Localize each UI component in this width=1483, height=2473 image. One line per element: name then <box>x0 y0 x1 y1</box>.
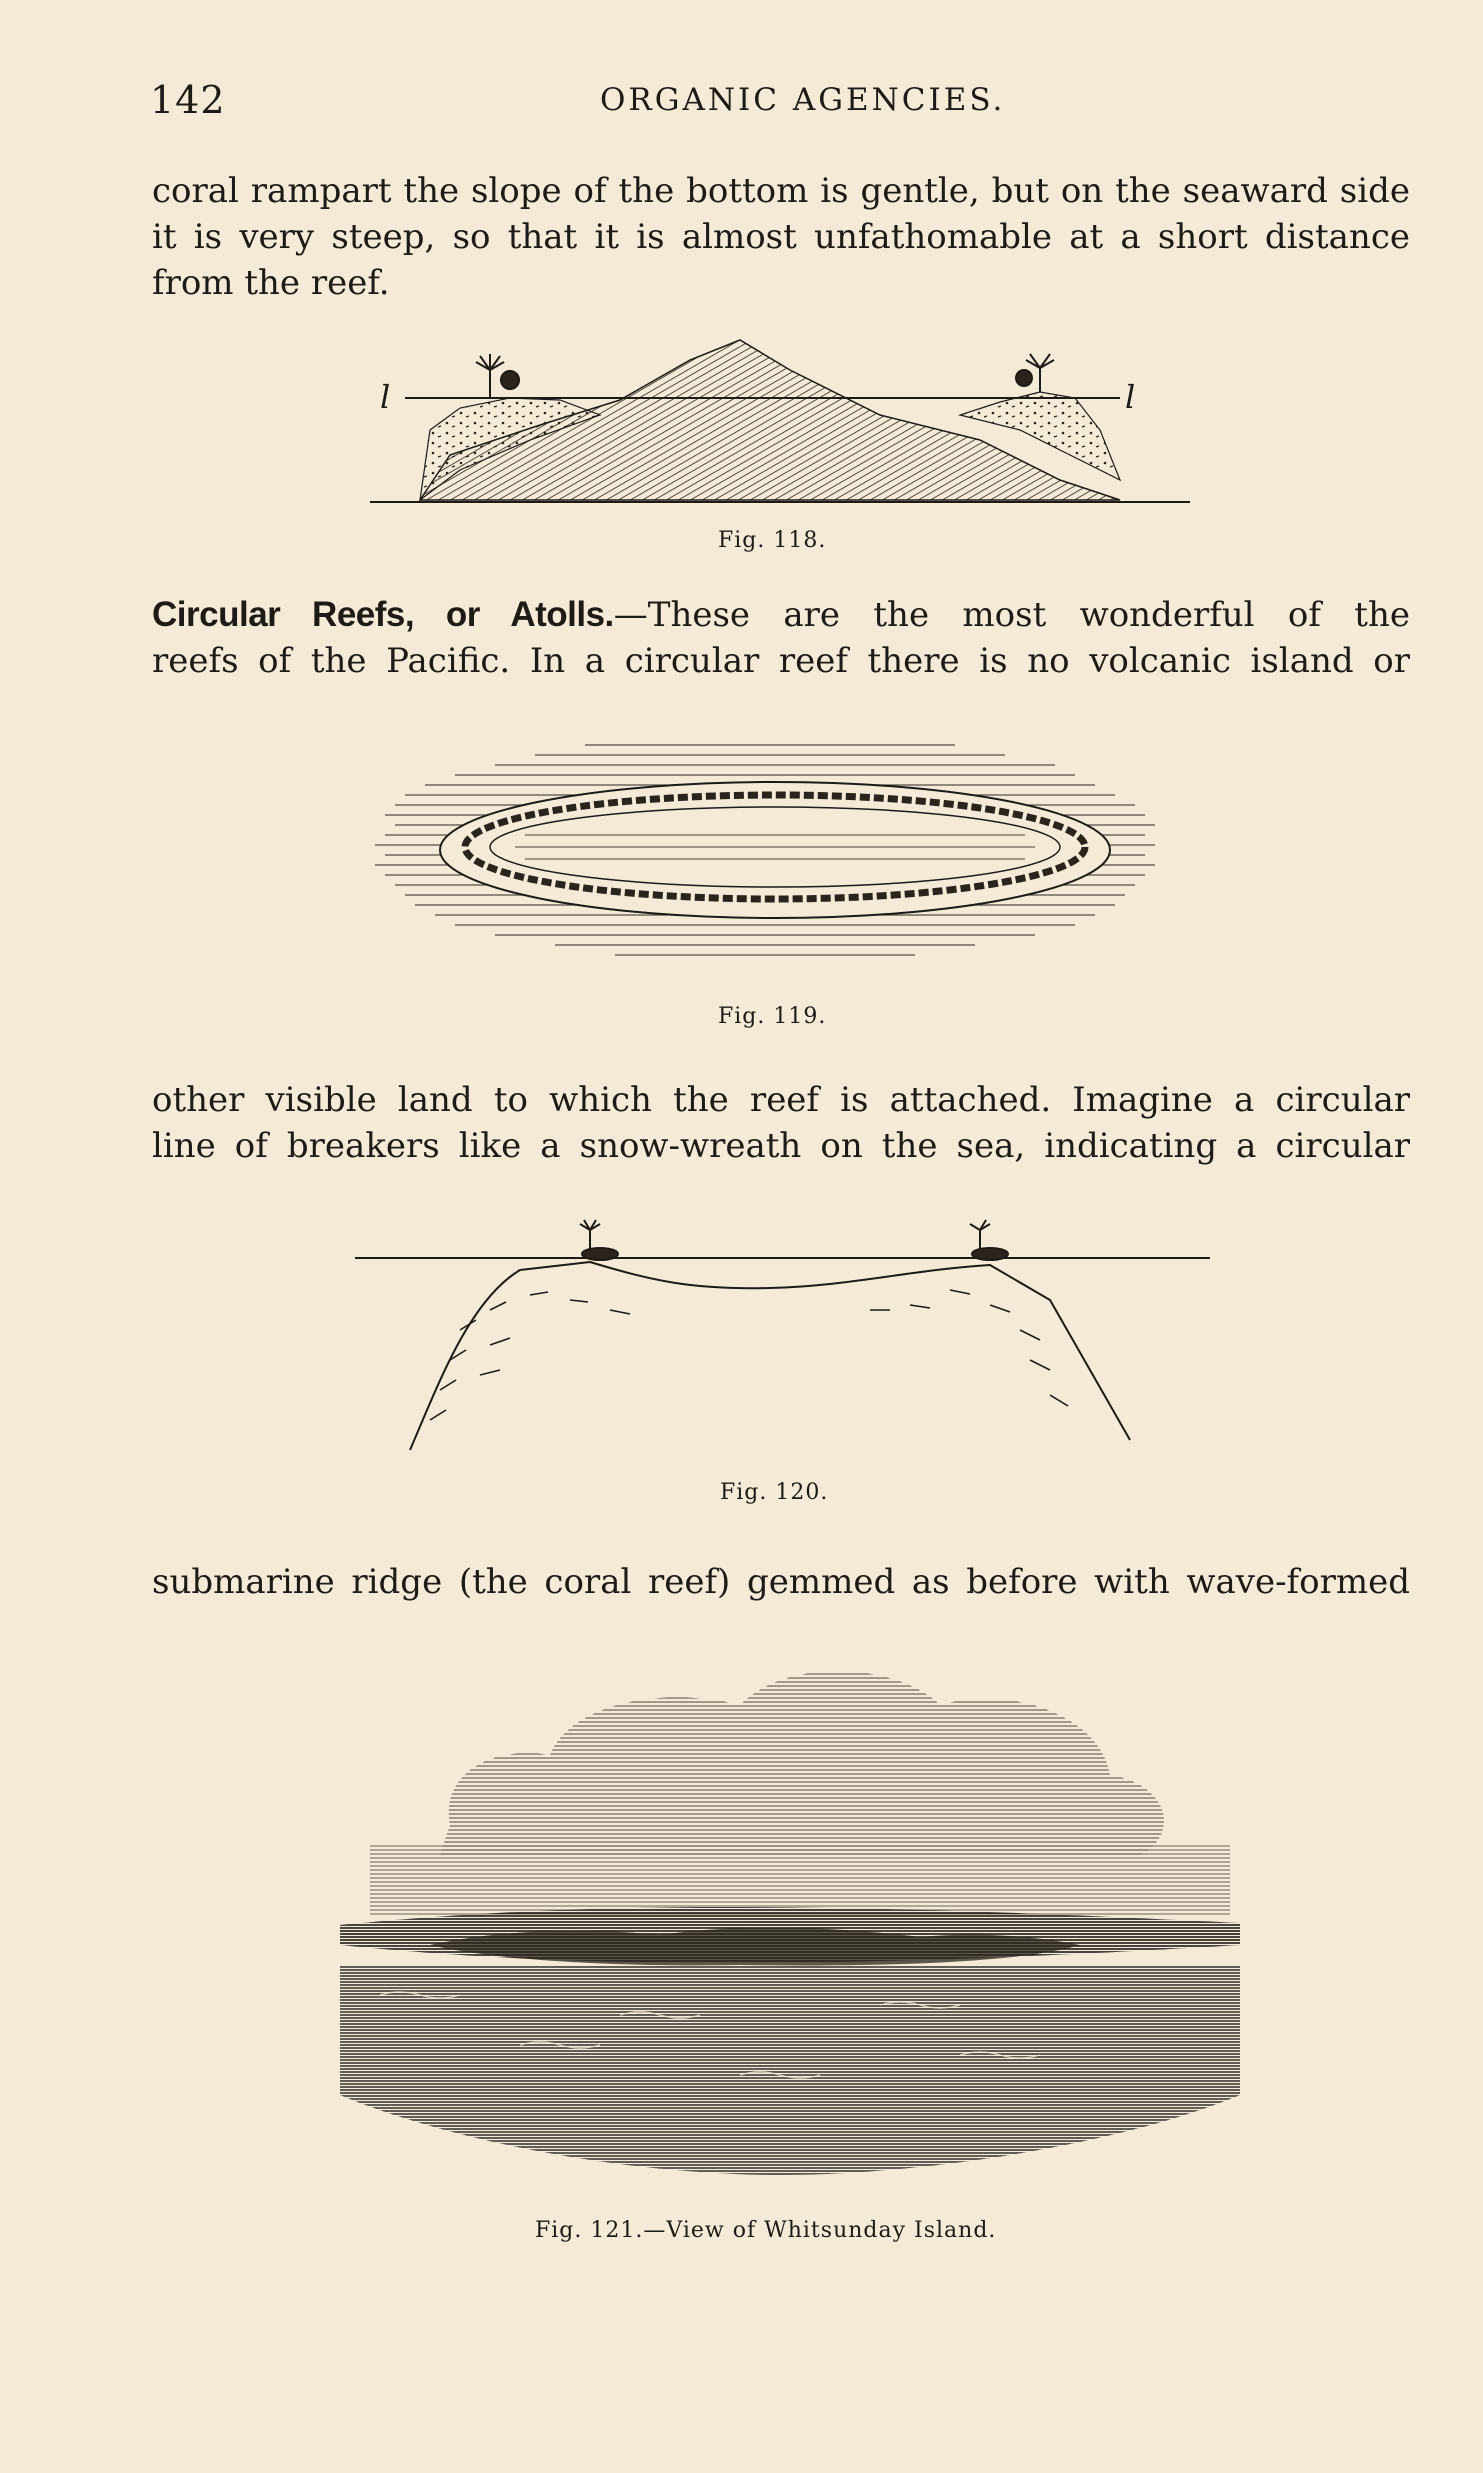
palm-tree-icon <box>1016 354 1054 392</box>
paragraph-3 <box>152 1077 1410 1169</box>
figure-121-caption: Fig. 121.—View of Whitsunday Island. <box>535 2218 997 2243</box>
text-line <box>152 592 1410 638</box>
figure-121-engraving <box>320 1645 1260 2205</box>
figure-118-caption: Fig. 118. <box>718 528 827 553</box>
text-line: it is very steep, so that it is almost unfathomable at a short distance <box>152 217 1410 257</box>
text-line: other visible land to which the reef is attached. Imagine a circular <box>152 1080 1410 1120</box>
text-line: coral rampart the slope of the bottom is gentle, but on the seaward side <box>152 171 1410 211</box>
figure-120-cross-section <box>350 1210 1210 1470</box>
figure-120-caption: Fig. 120. <box>720 1480 829 1505</box>
running-head: ORGANIC AGENCIES. <box>600 82 1006 118</box>
text-line-rest: —These are the most wonderful of the <box>613 595 1410 635</box>
figure-119-caption: Fig. 119. <box>718 1004 827 1029</box>
page-header <box>150 78 1410 128</box>
paragraph-2 <box>152 592 1410 684</box>
text-line: submarine ridge (the coral reef) gemmed as before with wave-formed <box>152 1562 1410 1602</box>
text-line: line of breakers like a snow-wreath on the sea, indicating a circular <box>152 1126 1410 1166</box>
figure-118-cross-section <box>360 330 1190 520</box>
text-line: from the reef. <box>152 263 390 303</box>
palm-tree-icon <box>580 1220 618 1260</box>
figure-118-label-right: l <box>1125 378 1136 416</box>
figure-119-atoll <box>355 735 1195 995</box>
palm-tree-icon <box>970 1220 1008 1260</box>
figure-118-label-left: l <box>380 378 391 416</box>
paragraph-4 <box>152 1559 1410 1605</box>
section-heading: Circular Reefs, or Atolls. <box>152 595 614 634</box>
page-number: 142 <box>150 78 226 122</box>
paragraph-1 <box>152 168 1410 306</box>
palm-tree-icon <box>476 354 519 398</box>
text-line: reefs of the Pacific. In a circular reef there is no volcanic island or <box>152 641 1410 681</box>
